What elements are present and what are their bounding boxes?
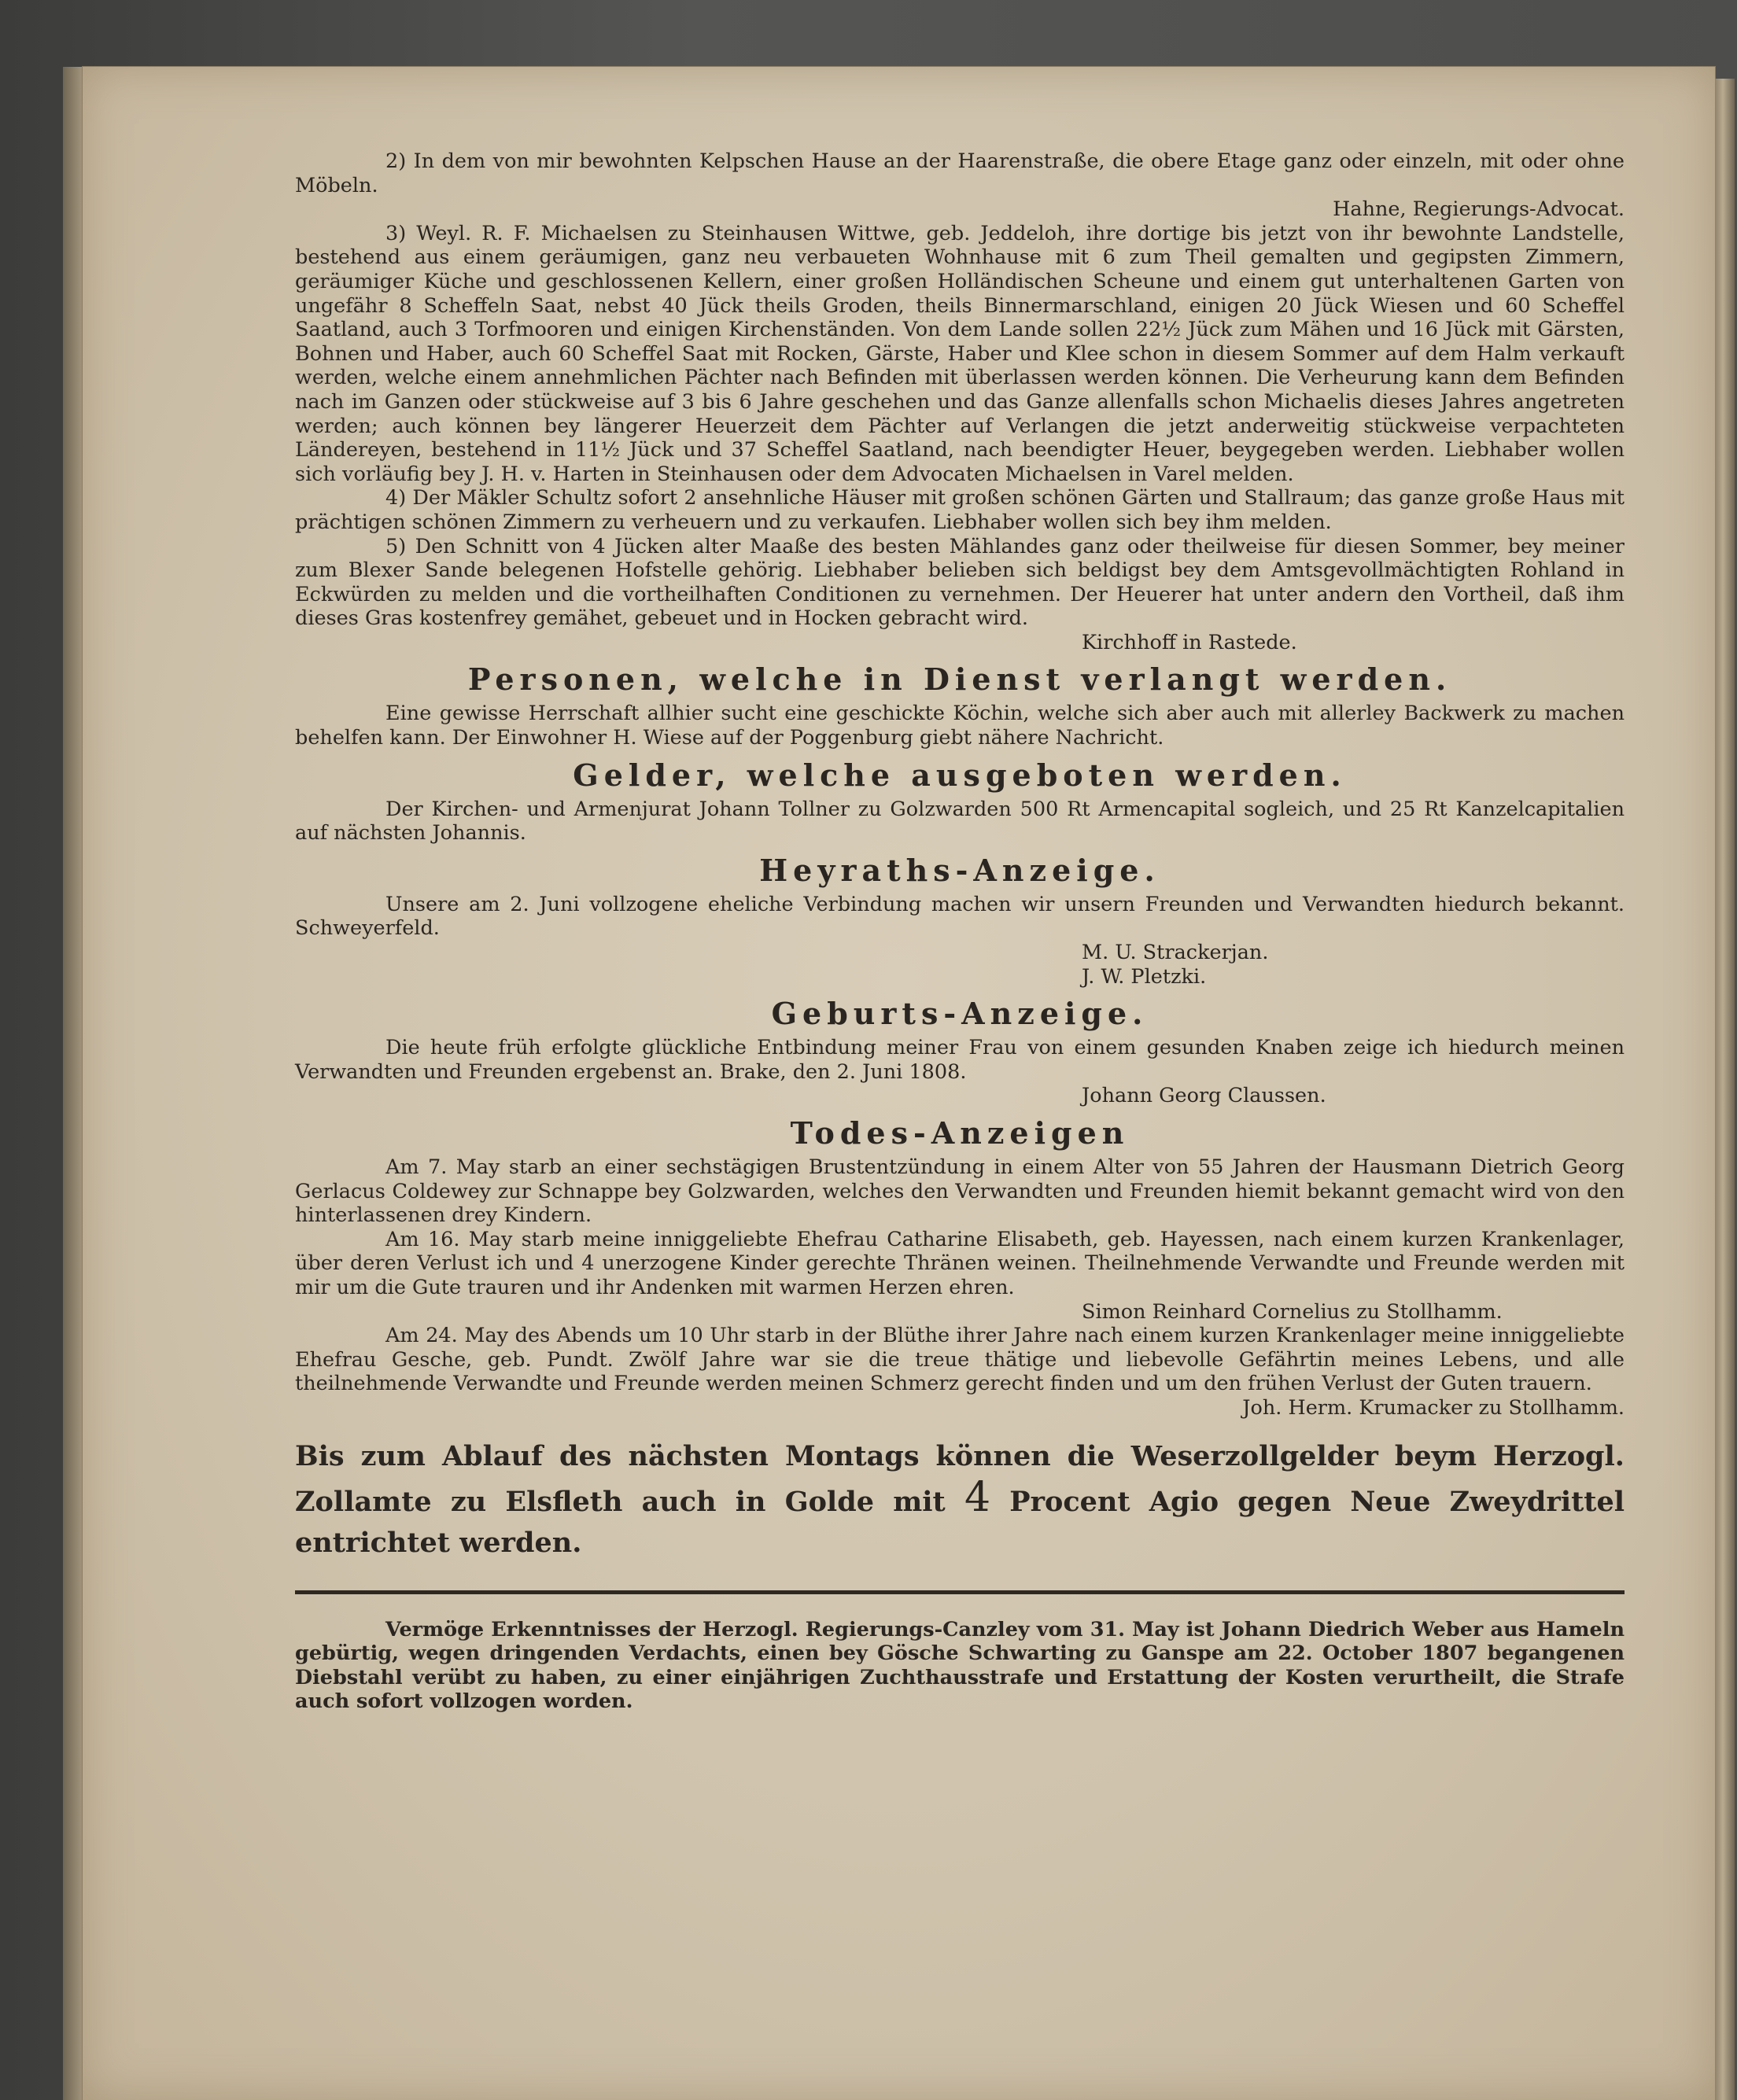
section-heading-personen: Personen, welche in Dienst verlangt werden. bbox=[467, 661, 1452, 698]
geburt-text: Die heute früh erfolgte glückliche Entbindung meiner Frau von einem gesunden Knaben zeige ich hiedurch meinen Verwandten und Freunden ergebenst an. Brake, den 2. Juni 1808. bbox=[295, 1036, 1625, 1084]
todes-item-3: Am 24. May des Abends um 10 Uhr starb in der Blüthe ihrer Jahre nach einem kurzen Krankenlager meine inniggeliebte Ehefrau Gesche, geb. Pundt. Zwölf Jahre war sie die treue thätige und liebevolle Gefährtin meines Lebens, und alle theilnehmende Verwandte und Freunde werden meinen Schmerz gerecht finden und um den frühen Verlust der Guten trauern. bbox=[295, 1324, 1625, 1396]
zoll-notice-after: Procent Agio gegen Neue Zweydrittel entrichtet werden. bbox=[295, 1485, 1625, 1559]
todes-item-3-signature: Joh. Herm. Krumacker zu Stollhamm. bbox=[1242, 1395, 1625, 1420]
ad-item-2: 2) In dem von mir bewohnten Kelpschen Hause an der Haarenstraße, die obere Etage ganz oder einzeln, mit oder ohne Möbeln. bbox=[295, 149, 1625, 197]
zoll-notice-number: 4 bbox=[964, 1473, 991, 1521]
page-left-edge bbox=[63, 67, 85, 2100]
todes-item-1: Am 7. May starb an einer sechstägigen Brustentzündung in einem Alter von 55 Jahren der Hausmann Dietrich Georg Gerlacus Coldewey zur Schnappe bey Golzwarden, welches den Verwandten und Freunden hiemit bekannt gemacht wird von den hinterlassenen drey Kindern. bbox=[295, 1155, 1625, 1228]
heyrath-name-2: J. W. Pletzki. bbox=[1082, 964, 1207, 989]
gelder-text: Der Kirchen- und Armenjurat Johann Tollner zu Golzwarden 500 Rt Armencapital sogleich, und 25 Rt Kanzelcapitalien auf nächsten Johannis. bbox=[295, 797, 1625, 846]
todes-item-2: Am 16. May starb meine inniggeliebte Ehefrau Catharine Elisabeth, geb. Hayessen, nach einem kurzen Krankenlager, über deren Verlust ich und 4 unerzogene Kinder gerechte Thränen weinen. Theilnehmende Verwandte und Freunde werden mit mir um die Gute trauren und ihr Andenken mit warmen Herzen ehren. bbox=[295, 1227, 1625, 1299]
geburt-signature: Johann Georg Claussen. bbox=[1082, 1084, 1326, 1108]
section-heading-todes: Todes-Anzeigen bbox=[790, 1115, 1130, 1151]
section-heading-geburt: Geburts-Anzeige. bbox=[771, 996, 1149, 1032]
ad-item-4: 4) Der Mäkler Schultz sofort 2 ansehnliche Häuser mit großen schönen Gärten und Stallraum; das ganze große Haus mit prächtigen schönen Zimmern zu verheuern und zu verkaufen. Liebhaber wollen sich bey ihm melden. bbox=[295, 486, 1625, 534]
todes-item-2-signature: Simon Reinhard Cornelius zu Stollhamm. bbox=[1082, 1299, 1503, 1324]
personen-text: Eine gewisse Herrschaft allhier sucht eine geschickte Köchin, welche sich aber auch mit allerley Backwerk zu machen behelfen kann. Der Einwohner H. Wiese auf der Poggenburg giebt nähere Nachricht. bbox=[295, 702, 1625, 750]
section-heading-gelder: Gelder, welche ausgeboten werden. bbox=[573, 757, 1347, 793]
page-content bbox=[295, 149, 1625, 1714]
section-heading-heyrath: Heyraths-Anzeige. bbox=[759, 852, 1160, 888]
heyrath-name-1: M. U. Strackerjan. bbox=[1082, 941, 1269, 965]
zoll-notice bbox=[295, 1436, 1625, 1564]
ad-item-2-signature: Hahne, Regierungs-Advocat. bbox=[1333, 197, 1625, 222]
ad-item-5-signature: Kirchhoff in Rastede. bbox=[1082, 630, 1297, 654]
page-right-edge bbox=[1715, 79, 1735, 2100]
ad-item-5: 5) Den Schnitt von 4 Jücken alter Maaße des besten Mählandes ganz oder theilweise für diesen Sommer, bey meiner zum Blexer Sande belegenen Hofstelle gehörig. Liebhaber belieben sich beldigst bey dem Amtsgevollmächtigten Rohland in Eckwürden zu melden und die vortheilhaften Conditionen zu vernehmen. Der Heuerer hat unter andern den Vortheil, daß ihm dieses Gras kostenfrey gemähet, gebeuet und in Hocken gebracht wird. bbox=[295, 534, 1625, 631]
judgment-text: Vermöge Erkenntnisses der Herzogl. Regierungs-Canzley vom 31. May ist Johann Diedrich Weber aus Hameln gebürtig, wegen dringenden Verdachts, einen bey Gösche Schwarting zu Ganspe am 22. October 1807 begangenen Diebstahl verübt zu haben, zu einer einjährigen Zuchthausstrafe und Erstattung der Kosten verurtheilt, die Strafe auch sofort vollzogen worden. bbox=[295, 1617, 1625, 1714]
horizontal-rule bbox=[295, 1590, 1625, 1594]
heyrath-text: Unsere am 2. Juni vollzogene eheliche Verbindung machen wir unsern Freunden und Verwandten hiedurch bekannt. Schweyerfeld. bbox=[295, 892, 1625, 941]
zoll-notice-before: Bis zum Ablauf des nächsten Montags können die Weserzollgelder beym Herzogl. Zollamte zu Elsfleth auch in Golde mit bbox=[295, 1439, 1625, 1518]
ad-item-3: 3) Weyl. R. F. Michaelsen zu Steinhausen Wittwe, geb. Jeddeloh, ihre dortige bis jetzt von ihr bewohnte Landstelle, bestehend aus einem geräumigen, ganz neu verbaueten Wohnhause mit 6 zum Theil gemalten und gegipsten Zimmern, geräumiger Küche und geschlossenen Kellern, einer großen Holländischen Scheune und einem gut unterhaltenen Garten von ungefähr 8 Scheffeln Saat, nebst 40 Jück theils Groden, theils Binnermarschland, einigen 20 Jück Wiesen und 60 Scheffel Saatland, auch 3 Torfmooren und einigen Kirchenständen. Von dem Lande sollen 22½ Jück zum Mähen und 16 Jück mit Gärsten, Bohnen und Haber, auch 60 Scheffel Saat mit Rocken, Gärste, Haber und Klee schon in diesem Sommer auf dem Halm verkauft werden, welche einem annehmlichen Pächter nach Befinden mit überlassen werden können. Die Verheurung kann dem Befinden nach im Ganzen oder stückweise auf 3 bis 6 Jahre geschehen und das Ganze allenfalls schon Michaelis dieses Jahres angetreten werden; auch können bey längerer Heuerzeit dem Pächter auf Verlangen die jetzt anderweitig stückweise verpachteten Ländereyen, bestehend in 11½ Jück und 37 Scheffel Saatland, nach beendigter Heuer, beygegeben werden. Liebhaber wollen sich vorläufig bey J. H. v. Harten in Steinhausen oder dem Advocaten Michaelsen in Varel melden. bbox=[295, 221, 1625, 486]
